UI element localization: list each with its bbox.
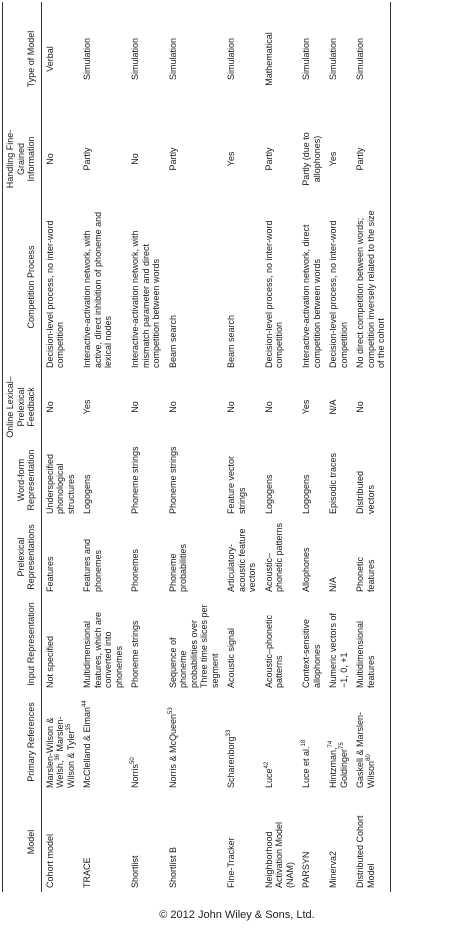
cell-fine-grained: Partly — [82, 147, 92, 171]
cell-feedback: N/A — [328, 399, 338, 415]
reference-citation: 75 — [338, 742, 345, 749]
reference-text: Gaskell & Marslen-Wilson — [355, 711, 376, 788]
reference-text: Luce et al. — [301, 746, 311, 788]
table-row — [165, 2, 224, 892]
cell-model: TRACE — [82, 857, 92, 888]
cell-prelexical-representations: Phoneme probabilities — [167, 543, 188, 592]
cell-competition-process: Beam search — [167, 314, 178, 368]
cell-word-form-representation: Underspecified phonological structures — [44, 453, 76, 514]
cell-prelexical-representations: Phonetic features — [352, 518, 390, 596]
reference-citation: 18 — [301, 739, 307, 747]
reference-citation: 50 — [130, 757, 136, 764]
table-row — [325, 2, 352, 892]
header-competition-process: Competition Process — [3, 202, 42, 372]
cell-input-representation: Phoneme strings — [130, 620, 140, 688]
cell-primary-references — [261, 692, 299, 792]
cell-fine-grained: Partly (due to allophones) — [301, 132, 322, 186]
cell-model: Minerva2 — [328, 850, 338, 888]
reference-text: McClelland & Elman — [82, 706, 92, 788]
cell-prelexical-representations: Features and phonemes — [82, 538, 103, 592]
table-row — [223, 2, 261, 892]
reference-citation: 74 — [328, 740, 334, 748]
cell-type-of-model: Simulation — [226, 37, 236, 81]
cell-feedback: No — [44, 401, 55, 413]
cell-competition-process: Decision-level process, no inter-word competition — [263, 220, 284, 368]
reference-citation: 53 — [167, 707, 174, 714]
cell-prelexical-representations: Allophones — [301, 547, 311, 592]
cell-type-of-model: Simulation — [82, 37, 92, 81]
cell-model: PARSYN — [301, 851, 311, 888]
cell-type-of-model: Verbal — [44, 46, 55, 72]
cell-input-representation: Numeric vectors of −1, 0, +1 — [328, 612, 349, 688]
cell-fine-grained: Yes — [226, 151, 236, 167]
cell-type-of-model: Simulation — [328, 37, 338, 81]
cell-prelexical-representations: Phonemes — [130, 548, 140, 592]
cell-competition-process: Interactive-activation network, with mismatch parameter and direct competition between words — [130, 230, 161, 368]
header-word-form-representation: Word-form Representation — [3, 442, 42, 518]
table-row — [352, 2, 390, 892]
reference-text: Goldinger — [338, 748, 349, 788]
cell-primary-references — [298, 692, 325, 792]
reference-citation: 33 — [226, 729, 232, 737]
cell-fine-grained: Partly — [352, 116, 390, 202]
cell-word-form-representation: Phoneme strings — [167, 446, 178, 514]
cell-prelexical-representations: Features — [44, 556, 55, 592]
cell-word-form-representation: Episodic traces — [328, 452, 338, 514]
cell-word-form-representation: Feature vector strings — [226, 455, 247, 514]
cell-feedback: No — [167, 401, 178, 413]
cell-input-representation: Acoustic–phonetic patterns — [263, 614, 284, 688]
cell-fine-grained: Partly — [263, 147, 274, 171]
cell-primary-references — [223, 692, 261, 792]
cell-model: Distributed Cohort Model — [352, 792, 390, 892]
cell-fine-grained: Yes — [328, 151, 338, 167]
header-input-representation: Input Representation — [3, 596, 42, 692]
models-table-rotated — [2, 2, 472, 892]
cell-word-form-representation: Distributed vectors — [352, 442, 390, 518]
cell-feedback: Yes — [82, 399, 92, 415]
reference-citation: 42 — [263, 761, 270, 769]
table-header-row — [3, 2, 42, 892]
cell-fine-grained: No — [44, 153, 55, 165]
cell-feedback: Yes — [301, 399, 311, 415]
cell-prelexical-representations: N/A — [328, 576, 338, 592]
cell-type-of-model: Simulation — [130, 37, 140, 81]
cell-input-representation: Multidimensional features — [352, 596, 390, 692]
cell-primary-references — [79, 692, 127, 792]
cell-type-of-model: Simulation — [301, 37, 311, 81]
cell-type-of-model: Simulation — [167, 37, 178, 81]
cell-feedback: No — [352, 372, 390, 442]
cell-feedback: No — [130, 401, 140, 413]
reference-text: Norris — [130, 764, 140, 788]
cell-input-representation: Multidimensional features, which are converted into phonemes — [82, 611, 124, 688]
cell-competition-process: Beam search — [226, 314, 236, 368]
reference-citation: 44 — [82, 700, 88, 707]
cell-type-of-model: Simulation — [352, 2, 390, 116]
reference-text: Marslen-Wilson & Welsh, — [44, 717, 65, 788]
reference-citation: 35 — [65, 723, 72, 731]
reference-text: Luce — [263, 768, 274, 788]
cell-feedback: No — [263, 401, 274, 413]
header-model: Model — [3, 792, 42, 892]
header-fine-grained: Handling Fine-Grained Information — [3, 116, 42, 202]
table-row — [298, 2, 325, 892]
cell-primary-references — [127, 692, 165, 792]
table-row — [41, 2, 79, 892]
table-row — [261, 2, 299, 892]
cell-competition-process: Decision-level process, no inter-word competition — [44, 220, 65, 368]
cell-competition-process: No direct competition between words; competition inversely related to the size of the cohort — [352, 202, 390, 372]
reference-text: Norris & McQueen — [167, 713, 178, 788]
cell-fine-grained: No — [130, 153, 140, 165]
table-body — [41, 2, 390, 892]
cell-word-form-representation: Logogens — [82, 474, 92, 514]
cell-competition-process: Interactive-activation network, direct competition between words — [301, 224, 322, 368]
cell-word-form-representation: Logogens — [301, 474, 311, 514]
cell-word-form-representation: Logogens — [263, 474, 274, 514]
cell-type-of-model: Mathematical — [263, 32, 274, 86]
cell-input-representation: Not specified — [44, 635, 55, 688]
cell-competition-process: Decision-level process, no inter-word competition — [328, 220, 349, 368]
cell-input-representation: Acoustic signal — [226, 627, 236, 688]
reference-text: Scharenborg — [226, 736, 236, 788]
cell-primary-references — [352, 692, 390, 792]
table-row — [127, 2, 165, 892]
header-feedback: Online Lexical–Prelexical Feedback — [3, 372, 42, 442]
reference-citation: 36 — [55, 753, 61, 761]
header-primary-references: Primary References — [3, 692, 42, 792]
cell-input-representation: Sequence of phoneme probabilities over Three time slices per segment — [167, 604, 220, 688]
cell-fine-grained: Partly — [167, 147, 178, 171]
cell-input-representation: Context-sensitive allophones — [301, 618, 322, 688]
cell-primary-references — [165, 692, 224, 792]
table-row — [79, 2, 127, 892]
reference-text: Marslen-Wilson & Tyler — [55, 716, 76, 788]
cell-word-form-representation: Phoneme strings — [130, 446, 140, 514]
cell-primary-references — [41, 692, 79, 792]
cell-prelexical-representations: Articulatory-acoustic feature vectors — [226, 528, 257, 592]
cell-model: Cohort model — [44, 833, 55, 888]
cell-prelexical-representations: Acoustic–phonetic patterns — [263, 522, 284, 592]
cell-competition-process: Interactive-activation network, with active, direct inhibition of phoneme and lexical nodes — [82, 211, 113, 368]
reference-citation: 80 — [365, 754, 372, 761]
cell-model: Neighborhood Activation Model (NAM) — [263, 821, 295, 888]
cell-model: Shortlist B — [167, 846, 178, 888]
header-type-of-model: Type of Model — [3, 2, 42, 116]
cell-model: Shortlist — [130, 855, 140, 888]
header-prelexical-representations: Prelexical Representations — [3, 518, 42, 596]
cell-model: Fine-Tracker — [226, 837, 236, 888]
reference-text: Hintzman, — [328, 747, 338, 788]
models-table — [2, 2, 391, 892]
cell-feedback: No — [226, 401, 236, 413]
cell-primary-references — [325, 692, 352, 792]
copyright-notice: © 2012 John Wiley & Sons, Ltd. — [159, 909, 315, 921]
